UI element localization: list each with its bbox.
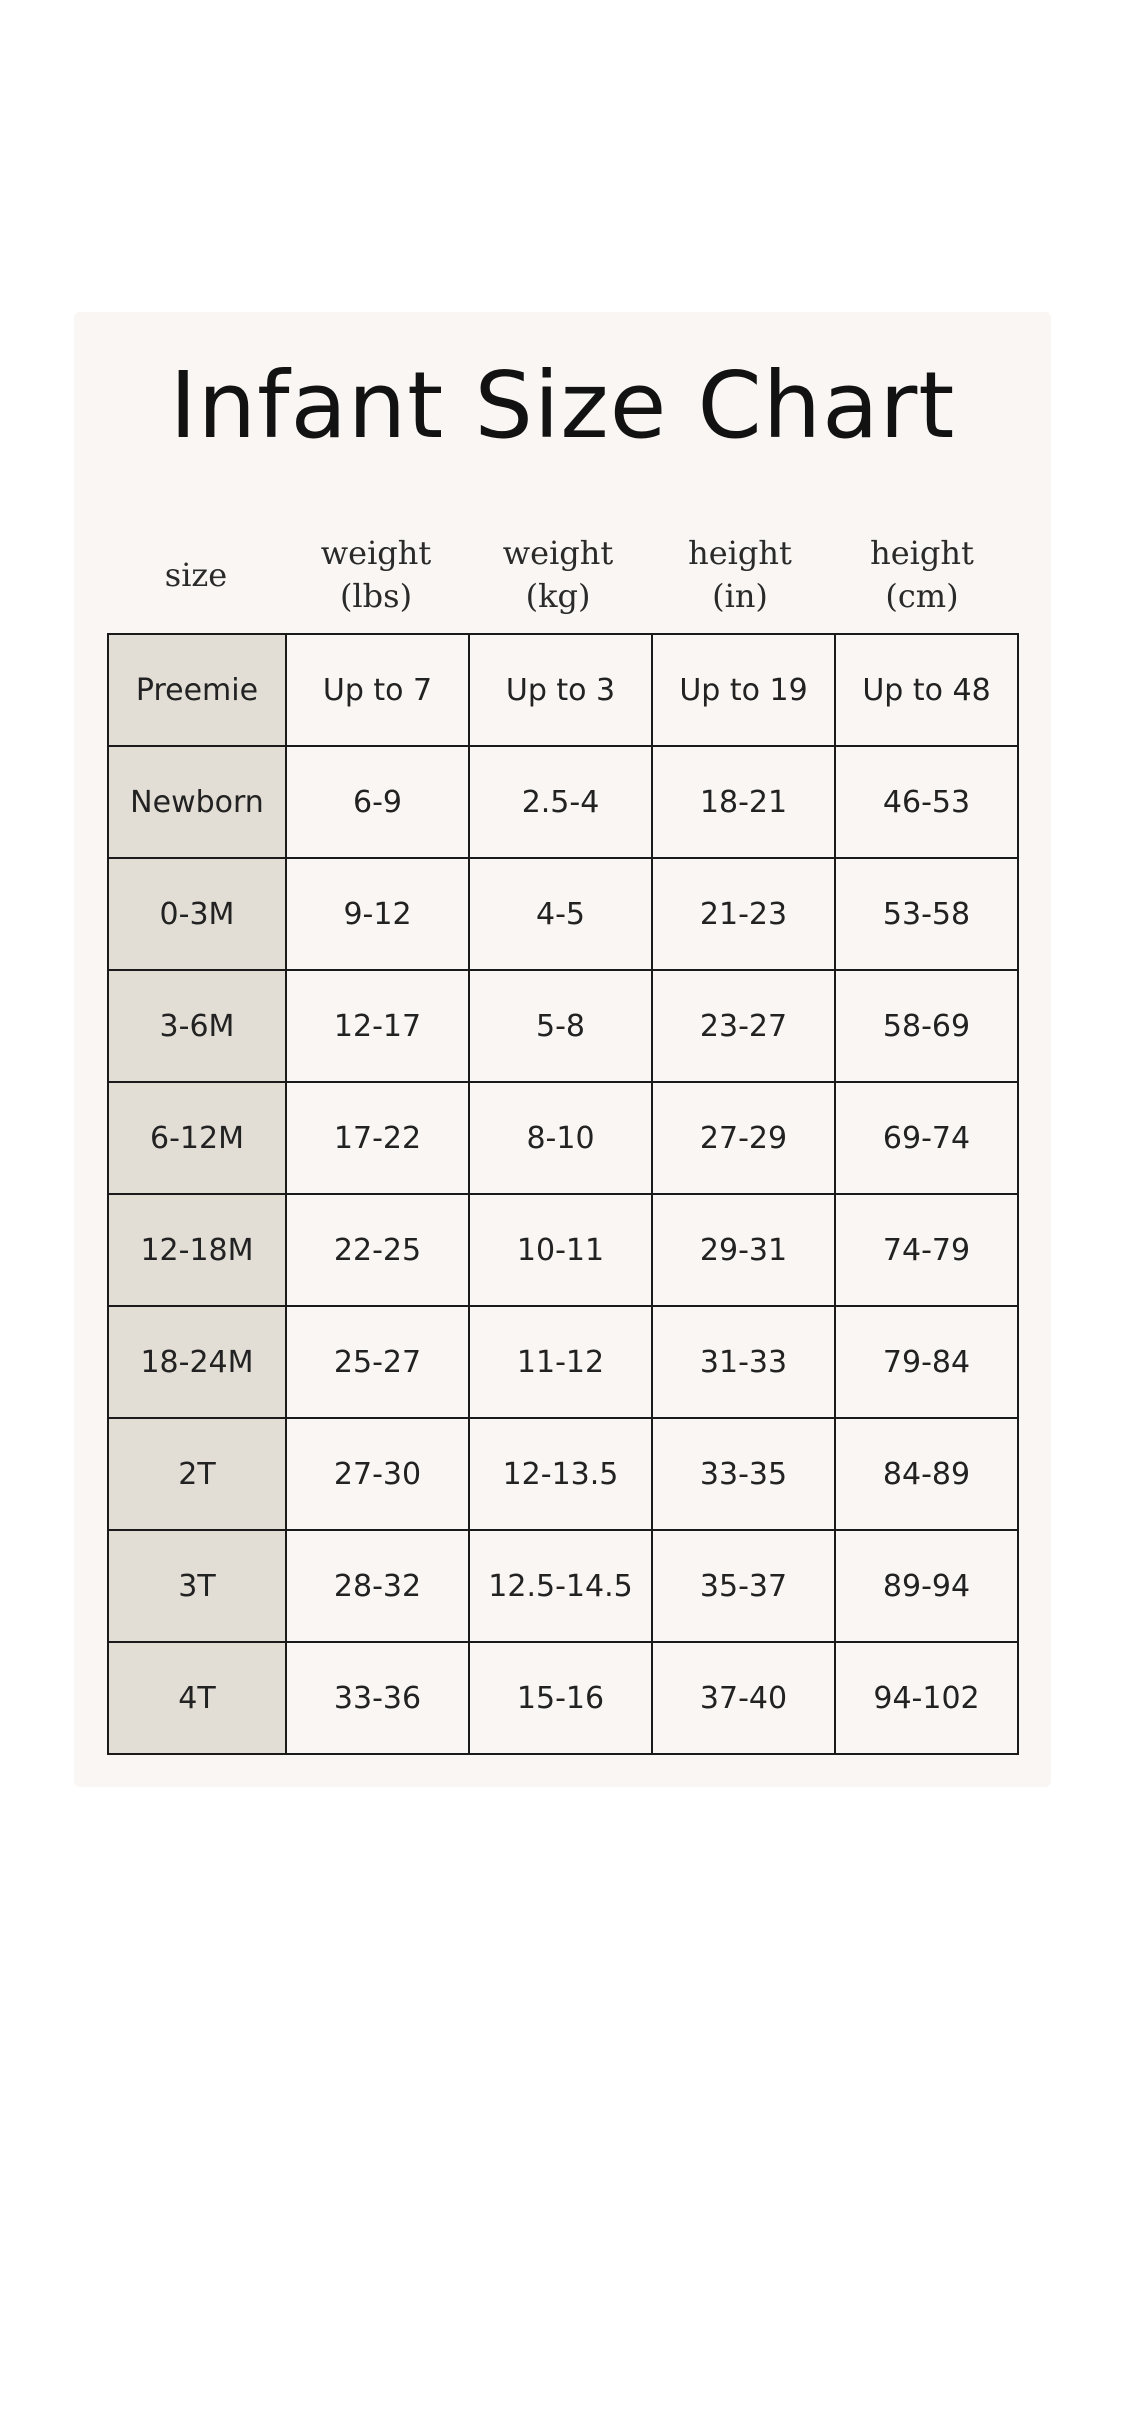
header-height-in <box>649 520 831 630</box>
weight-lbs-cell: 33-36 <box>286 1642 469 1754</box>
height-cm-cell: 89-94 <box>835 1530 1018 1642</box>
height-cm-cell: 53-58 <box>835 858 1018 970</box>
size-cell: 2T <box>108 1418 286 1530</box>
height-in-cell: 29-31 <box>652 1194 835 1306</box>
size-cell: 18-24M <box>108 1306 286 1418</box>
height-in-cell: 35-37 <box>652 1530 835 1642</box>
weight-kg-cell: 10-11 <box>469 1194 652 1306</box>
table-row <box>108 1306 1018 1418</box>
height-in-cell: 33-35 <box>652 1418 835 1530</box>
size-cell: 12-18M <box>108 1194 286 1306</box>
height-cm-cell: 46-53 <box>835 746 1018 858</box>
header-height-cm-line2: (cm) <box>885 577 959 615</box>
height-cm-cell: 69-74 <box>835 1082 1018 1194</box>
height-cm-cell: 94-102 <box>835 1642 1018 1754</box>
weight-kg-cell: 12.5-14.5 <box>469 1530 652 1642</box>
column-headers <box>107 520 1013 630</box>
header-height-in-line1: height <box>688 534 792 572</box>
weight-lbs-cell: 17-22 <box>286 1082 469 1194</box>
height-cm-cell: 84-89 <box>835 1418 1018 1530</box>
size-cell: 0-3M <box>108 858 286 970</box>
weight-kg-cell: 11-12 <box>469 1306 652 1418</box>
weight-lbs-cell: 6-9 <box>286 746 469 858</box>
height-in-cell: 21-23 <box>652 858 835 970</box>
header-height-cm-line1: height <box>870 534 974 572</box>
height-cm-cell: 58-69 <box>835 970 1018 1082</box>
header-height-cm <box>831 520 1013 630</box>
weight-kg-cell: 5-8 <box>469 970 652 1082</box>
table-row <box>108 1418 1018 1530</box>
table-row <box>108 1194 1018 1306</box>
header-weight-kg-line2: (kg) <box>525 577 591 615</box>
weight-lbs-cell: 22-25 <box>286 1194 469 1306</box>
table-row <box>108 970 1018 1082</box>
height-in-cell: Up to 19 <box>652 634 835 746</box>
weight-kg-cell: 2.5-4 <box>469 746 652 858</box>
table-row <box>108 1642 1018 1754</box>
header-weight-lbs-line2: (lbs) <box>339 577 413 615</box>
weight-lbs-cell: Up to 7 <box>286 634 469 746</box>
size-table <box>107 633 1019 1755</box>
header-weight-kg-line1: weight <box>502 534 614 572</box>
header-weight-lbs <box>285 520 467 630</box>
height-cm-cell: 74-79 <box>835 1194 1018 1306</box>
table-row <box>108 746 1018 858</box>
size-chart-card <box>74 312 1051 1787</box>
table-row <box>108 1530 1018 1642</box>
size-cell: 3T <box>108 1530 286 1642</box>
weight-kg-cell: Up to 3 <box>469 634 652 746</box>
weight-kg-cell: 15-16 <box>469 1642 652 1754</box>
height-in-cell: 23-27 <box>652 970 835 1082</box>
weight-lbs-cell: 12-17 <box>286 970 469 1082</box>
weight-lbs-cell: 28-32 <box>286 1530 469 1642</box>
page-title: Infant Size Chart <box>169 352 956 459</box>
header-size <box>107 520 285 630</box>
weight-lbs-cell: 27-30 <box>286 1418 469 1530</box>
header-size-label: size <box>164 555 228 594</box>
weight-lbs-cell: 25-27 <box>286 1306 469 1418</box>
height-in-cell: 18-21 <box>652 746 835 858</box>
size-cell: 4T <box>108 1642 286 1754</box>
table-row <box>108 858 1018 970</box>
weight-kg-cell: 4-5 <box>469 858 652 970</box>
size-cell: 6-12M <box>108 1082 286 1194</box>
height-in-cell: 27-29 <box>652 1082 835 1194</box>
size-cell: 3-6M <box>108 970 286 1082</box>
weight-lbs-cell: 9-12 <box>286 858 469 970</box>
table-row <box>108 634 1018 746</box>
height-cm-cell: 79-84 <box>835 1306 1018 1418</box>
weight-kg-cell: 8-10 <box>469 1082 652 1194</box>
header-weight-lbs-line1: weight <box>320 534 432 572</box>
size-cell: Preemie <box>108 634 286 746</box>
table-row <box>108 1082 1018 1194</box>
height-in-cell: 31-33 <box>652 1306 835 1418</box>
header-height-in-line2: (in) <box>712 577 768 615</box>
size-cell: Newborn <box>108 746 286 858</box>
weight-kg-cell: 12-13.5 <box>469 1418 652 1530</box>
height-in-cell: 37-40 <box>652 1642 835 1754</box>
height-cm-cell: Up to 48 <box>835 634 1018 746</box>
header-weight-kg <box>467 520 649 630</box>
